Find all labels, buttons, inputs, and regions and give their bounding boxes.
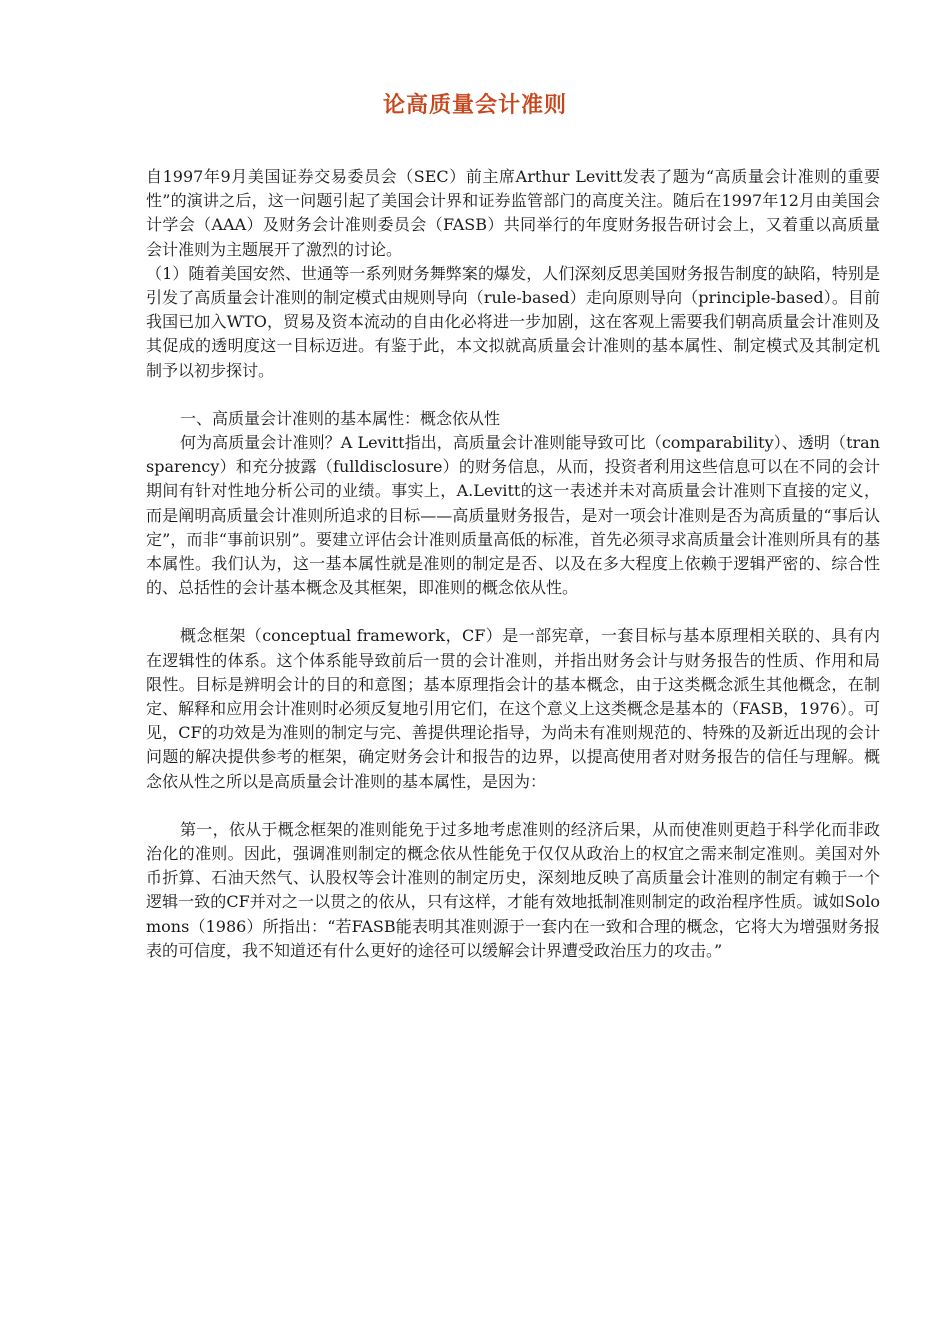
intro-paragraph: 自1997年9月美国证券交易委员会（SEC）前主席Arthur Levitt发表了题为“高质量会计准则的重要性”的演讲之后，这一问题引起了美国会计界和证券监管部门的高度关注。随后在1997年12月由美国会计学会（AAA）及财务会计准则委员会（FASB）共同举行的年度财务报告研讨会上，又着重以高质量会计准则为主题展开了激烈的讨论。 (146, 167, 880, 259)
definition-paragraph: 何为高质量会计准则？A Levitt指出，高质量会计准则能导致可比（comparability）、透明（transparency）和充分披露（fulldisclosure）的财务信息，从而，投资者利用这些信息可以在不同的会计期间有针对性地分析公司的业绩。事实上，A.Levitt的这一表述并未对高质量会计准则下直接的定义，而是阐明高质量会计准则所追求的目标——高质量财务报告，是对一项会计准则是否为高质量的“事后认定”，而非“事前识别”。要建立评估会计准则质量高低的标准，首先必须寻求高质量会计准则所具有的基本属性。我们认为，这一基本属性就是准则的制定是否、以及在多大程度上依赖于逻辑严密的、综合性的、总括性的会计基本概念及其框架，即准则的概念依从性。 (146, 433, 880, 598)
background-paragraph: （1）随着美国安然、世通等一系列财务舞弊案的爆发，人们深刻反思美国财务报告制度的缺陷，特别是引发了高质量会计准则的制定模式由规则导向（rule-based）走向原则导向（principle-based）。目前我国已加入WTO，贸易及资本流动的自由化必将进一步加剧，这在客观上需要我们朝高质量会计准则及其促成的透明度这一目标迈进。有鉴于此，本文拟就高质量会计准则的基本属性、制定模式及其制定机制予以初步探讨。 (146, 263, 880, 380)
conceptual-framework-paragraph: 概念框架（conceptual framework，CF）是一部宪章，一套目标与基本原理相关联的、具有内在逻辑性的体系。这个体系能导致前后一贯的会计准则，并指出财务会计与财务报告的性质、作用和局限性。目标是辨明会计的目的和意图；基本原理指会计的基本概念，由于这类概念派生其他概念，在制定、解释和应用会计准则时必须反复地引用它们，在这个意义上这类概念是基本的（FASB，1976）。可见，CF的功效是为准则的制定与完、善提供理论指导，为尚未有准则规范的、特殊的及新近出现的会计问题的解决提供参考的框架，确定财务会计和报告的边界，以提高使用者对财务报告的信任与理解。概念依从性之所以是高质量会计准则的基本属性，是因为： (146, 626, 880, 791)
first-reason-paragraph: 第一，依从于概念框架的准则能免于过多地考虑准则的经济后果，从而使准则更趋于科学化而非政治化的准则。因此，强调准则制定的概念依从性能免于仅仅从政治上的权宜之需来制定准则。美国对外币折算、石油天然气、认股权等会计准则的制定历史，深刻地反映了高质量会计准则的制定有赖于一个逻辑一致的CF并对之一以贯之的依从，只有这样，才能有效地抵制准则制定的政治程序性质。诚如Solomons（1986）所指出：“若FASB能表明其准则源于一套内在一致和合理的概念，它将大为增强财务报表的可信度，我不知道还有什么更好的途径可以缓解会计界遭受政治压力的攻击。” (146, 819, 880, 960)
document-body (146, 165, 880, 963)
section-heading: 一、高质量会计准则的基本属性：概念依从性 (180, 408, 501, 428)
document-title: 论高质量会计准则 (382, 93, 567, 118)
